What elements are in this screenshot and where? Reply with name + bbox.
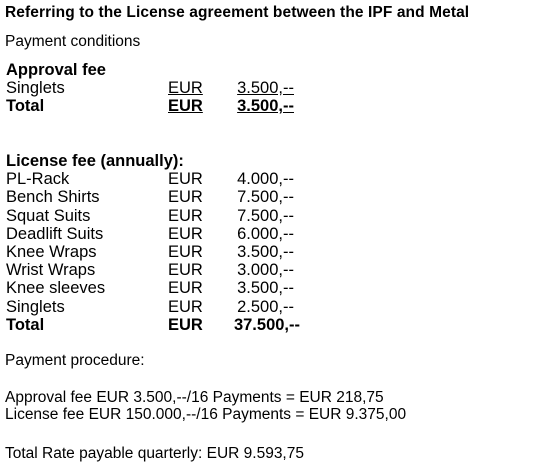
currency: EUR [168, 188, 203, 207]
approval-fee-row [6, 79, 294, 98]
license-fee-installments: License fee EUR 150.000,--/16 Payments = EUR 9.375,00 [5, 406, 407, 423]
total-rate-quarterly: Total Rate payable quarterly: EUR 9.593,75 [5, 445, 304, 462]
currency: EUR [168, 170, 203, 189]
license-fee-row [6, 261, 294, 280]
approval-fee-total-row [6, 97, 294, 116]
currency: EUR [168, 297, 203, 316]
amount-value: 7.500,-- [237, 206, 294, 225]
license-fee-row [6, 224, 294, 243]
total-label: Total [6, 315, 45, 334]
amount-value: 6.000,-- [237, 224, 294, 243]
payment-conditions-label: Payment conditions [5, 33, 141, 50]
amount-value: 3.500,-- [237, 242, 294, 261]
license-fee-section [6, 152, 300, 334]
currency: EUR [168, 315, 203, 334]
item-label: Deadlift Suits [6, 224, 104, 243]
license-fee-row [6, 188, 294, 207]
amount-value: 7.500,-- [237, 188, 294, 207]
amount-value: 3.500,-- [237, 279, 294, 298]
item-label: Singlets [6, 79, 65, 98]
license-fee-row [6, 206, 294, 225]
amount-value: 3.500,-- [237, 79, 294, 98]
amount-value: 4.000,-- [237, 170, 294, 189]
currency: EUR [168, 224, 203, 243]
total-label: Total [6, 97, 45, 116]
approval-fee-section [6, 61, 294, 116]
item-label: Bench Shirts [6, 188, 100, 207]
amount-value: 3.500,-- [237, 97, 294, 116]
approval-fee-heading: Approval fee [6, 61, 106, 79]
amount-value: 37.500,-- [233, 315, 300, 334]
currency: EUR [168, 261, 203, 280]
amount-value: 2.500,-- [237, 297, 294, 316]
approval-fee-installments: Approval fee EUR 3.500,--/16 Payments = EUR 218,75 [5, 389, 384, 406]
document-title: Referring to the License agreement between the IPF and Metal [5, 4, 470, 21]
item-label: Wrist Wraps [6, 261, 96, 280]
license-fee-row [6, 242, 294, 261]
license-fee-row [6, 170, 294, 189]
currency: EUR [168, 242, 203, 261]
item-label: Knee Wraps [6, 242, 97, 261]
currency: EUR [168, 79, 203, 98]
license-fee-row [6, 297, 294, 316]
currency: EUR [168, 97, 203, 116]
license-fee-total-row [6, 315, 300, 334]
payment-procedure-heading: Payment procedure: [5, 352, 145, 369]
item-label: Knee sleeves [6, 279, 106, 298]
license-fee-heading: License fee (annually): [6, 152, 184, 170]
amount-value: 3.000,-- [237, 261, 294, 280]
item-label: Singlets [6, 297, 65, 316]
currency: EUR [168, 279, 203, 298]
item-label: PL-Rack [6, 170, 70, 189]
license-fee-row [6, 279, 294, 298]
currency: EUR [168, 206, 203, 225]
item-label: Squat Suits [6, 206, 91, 225]
